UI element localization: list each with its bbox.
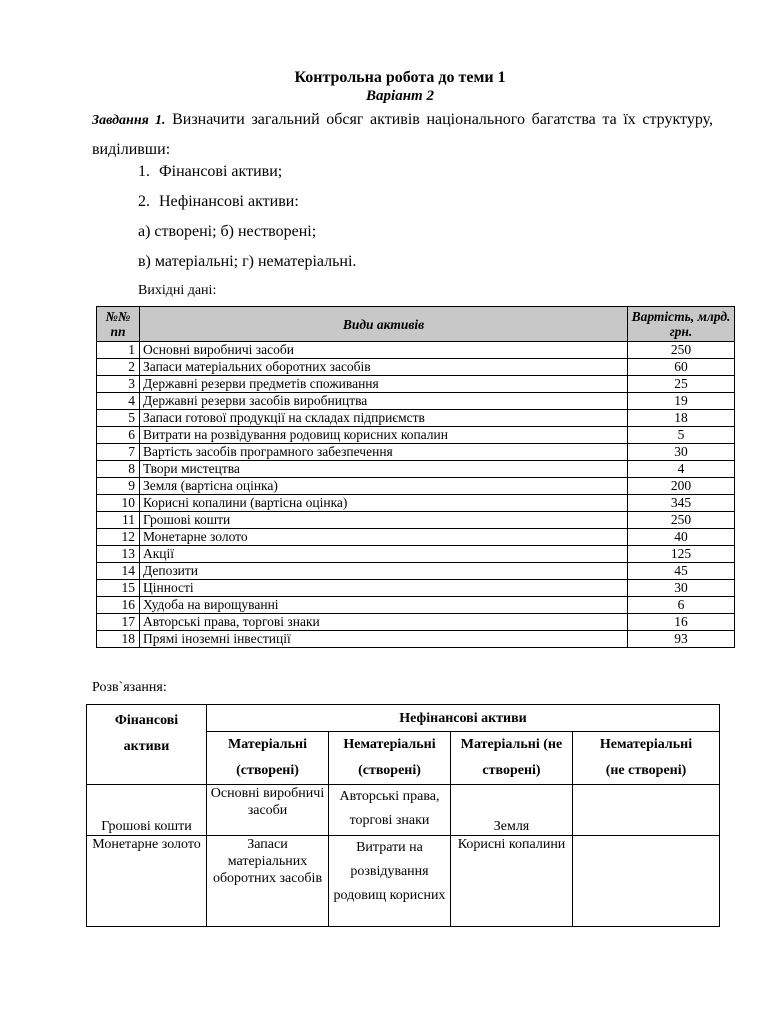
row-asset-name: Цінності [140,580,628,597]
row-number: 9 [97,478,140,495]
header-financial-line1: Фінансові [114,713,179,728]
header-nonfinancial-assets: Нефінансові активи [207,705,720,732]
variant-label: Варіант 2 [366,88,434,104]
solution-label: Розв`язання: [92,680,167,695]
header-material-noncreated: Матеріальні (не створені) [451,732,573,785]
table-row [97,359,735,376]
row-value: 18 [628,410,735,427]
row-value: 45 [628,563,735,580]
row-asset-name: Державні резерви засобів виробництва [140,393,628,410]
row-number: 15 [97,580,140,597]
cell-material-noncreated: Земля [451,785,573,836]
table-row [97,597,735,614]
table-row [97,529,735,546]
row-asset-name: Грошові кошти [140,512,628,529]
header-number: №№ пп [97,307,140,342]
list-item [138,163,282,181]
cell-financial: Грошові кошти [87,785,207,836]
header-intangible-created: Нематеріальні (створені) [329,732,451,785]
row-value: 5 [628,427,735,444]
row-value: 345 [628,495,735,512]
row-value: 93 [628,631,735,648]
table-row [97,444,735,461]
row-number: 13 [97,546,140,563]
cell-intangible-created: Авторські права, торгові знаки [329,785,451,836]
list-item-number: 1. [138,163,150,180]
cell-intangible-noncreated [573,785,720,836]
row-number: 14 [97,563,140,580]
row-number: 16 [97,597,140,614]
row-value: 30 [628,580,735,597]
row-value: 250 [628,342,735,359]
row-asset-name: Вартість засобів програмного забезпечення [140,444,628,461]
row-number: 7 [97,444,140,461]
row-value: 250 [628,512,735,529]
list-item-text: Нефінансові активи: [159,193,299,210]
row-number: 18 [97,631,140,648]
row-asset-name: Корисні копалини (вартісна оцінка) [140,495,628,512]
cell-material-noncreated: Корисні копалини [451,836,573,927]
row-asset-name: Худоба на вирощуванні [140,597,628,614]
table-header-row [87,705,720,732]
row-number: 8 [97,461,140,478]
table-row [97,580,735,597]
row-value: 16 [628,614,735,631]
table-row [97,631,735,648]
row-asset-name: Монетарне золото [140,529,628,546]
source-data-table [96,306,735,648]
row-asset-name: Депозити [140,563,628,580]
table-row [97,478,735,495]
task-label: Завдання 1. [92,113,166,128]
table-row [97,563,735,580]
row-asset-name: Основні виробничі засоби [140,342,628,359]
row-asset-name: Запаси готової продукції на складах підприємств [140,410,628,427]
row-value: 125 [628,546,735,563]
table-row [97,393,735,410]
row-number: 11 [97,512,140,529]
cell-material-created: Основні виробничі засоби [207,785,329,836]
row-asset-name: Авторські права, торгові знаки [140,614,628,631]
row-number: 10 [97,495,140,512]
row-value: 4 [628,461,735,478]
row-number: 17 [97,614,140,631]
table-row [87,836,720,927]
row-number: 4 [97,393,140,410]
row-number: 12 [97,529,140,546]
list-item [138,193,299,211]
table-row [97,410,735,427]
sub-item: а) створені; б) нестворені; [138,223,317,240]
table-row [87,785,720,836]
header-asset-type: Види активів [140,307,628,342]
row-number: 5 [97,410,140,427]
table-row [97,546,735,563]
row-asset-name: Витрати на розвідування родовищ корисних копалин [140,427,628,444]
row-value: 60 [628,359,735,376]
row-value: 25 [628,376,735,393]
row-asset-name: Запаси матеріальних оборотних засобів [140,359,628,376]
row-value: 40 [628,529,735,546]
row-asset-name: Державні резерви предметів споживання [140,376,628,393]
page-title: Контрольна робота до теми 1 [294,69,506,86]
header-intangible-noncreated: Нематеріальні (не створені) [573,732,720,785]
row-asset-name: Твори мистецтва [140,461,628,478]
row-value: 19 [628,393,735,410]
list-item-text: Фінансові активи; [159,163,283,180]
table-row [97,342,735,359]
cell-intangible-noncreated [573,836,720,927]
row-asset-name: Прямі іноземні інвестиції [140,631,628,648]
row-value: 200 [628,478,735,495]
source-data-label: Вихідні дані: [138,283,217,298]
header-material-created: Матеріальні (створені) [207,732,329,785]
table-row [97,512,735,529]
table-row [97,376,735,393]
cell-material-created: Запаси матеріальних оборотних засобів [207,836,329,927]
task-text: Визначити загальний обсяг активів національного багатства та їх структуру, виділивши: [92,111,713,158]
cell-intangible-created: Витрати на розвідування родовищ корисних [329,836,451,927]
header-financial-line2: активи [123,739,170,754]
table-row [97,427,735,444]
task-statement [92,105,713,164]
header-value: Вартість, млрд. грн. [628,307,735,342]
row-number: 1 [97,342,140,359]
table-header-row [97,307,735,342]
row-asset-name: Акції [140,546,628,563]
table-row [97,495,735,512]
row-asset-name: Земля (вартісна оцінка) [140,478,628,495]
table-row [97,614,735,631]
row-number: 6 [97,427,140,444]
cell-financial: Монетарне золото [87,836,207,927]
row-value: 6 [628,597,735,614]
row-value: 30 [628,444,735,461]
list-item-number: 2. [138,193,150,210]
sub-item: в) матеріальні; г) нематеріальні. [138,253,357,270]
row-number: 3 [97,376,140,393]
row-number: 2 [97,359,140,376]
table-row [97,461,735,478]
header-financial-assets [87,705,207,785]
solution-table [86,704,720,927]
